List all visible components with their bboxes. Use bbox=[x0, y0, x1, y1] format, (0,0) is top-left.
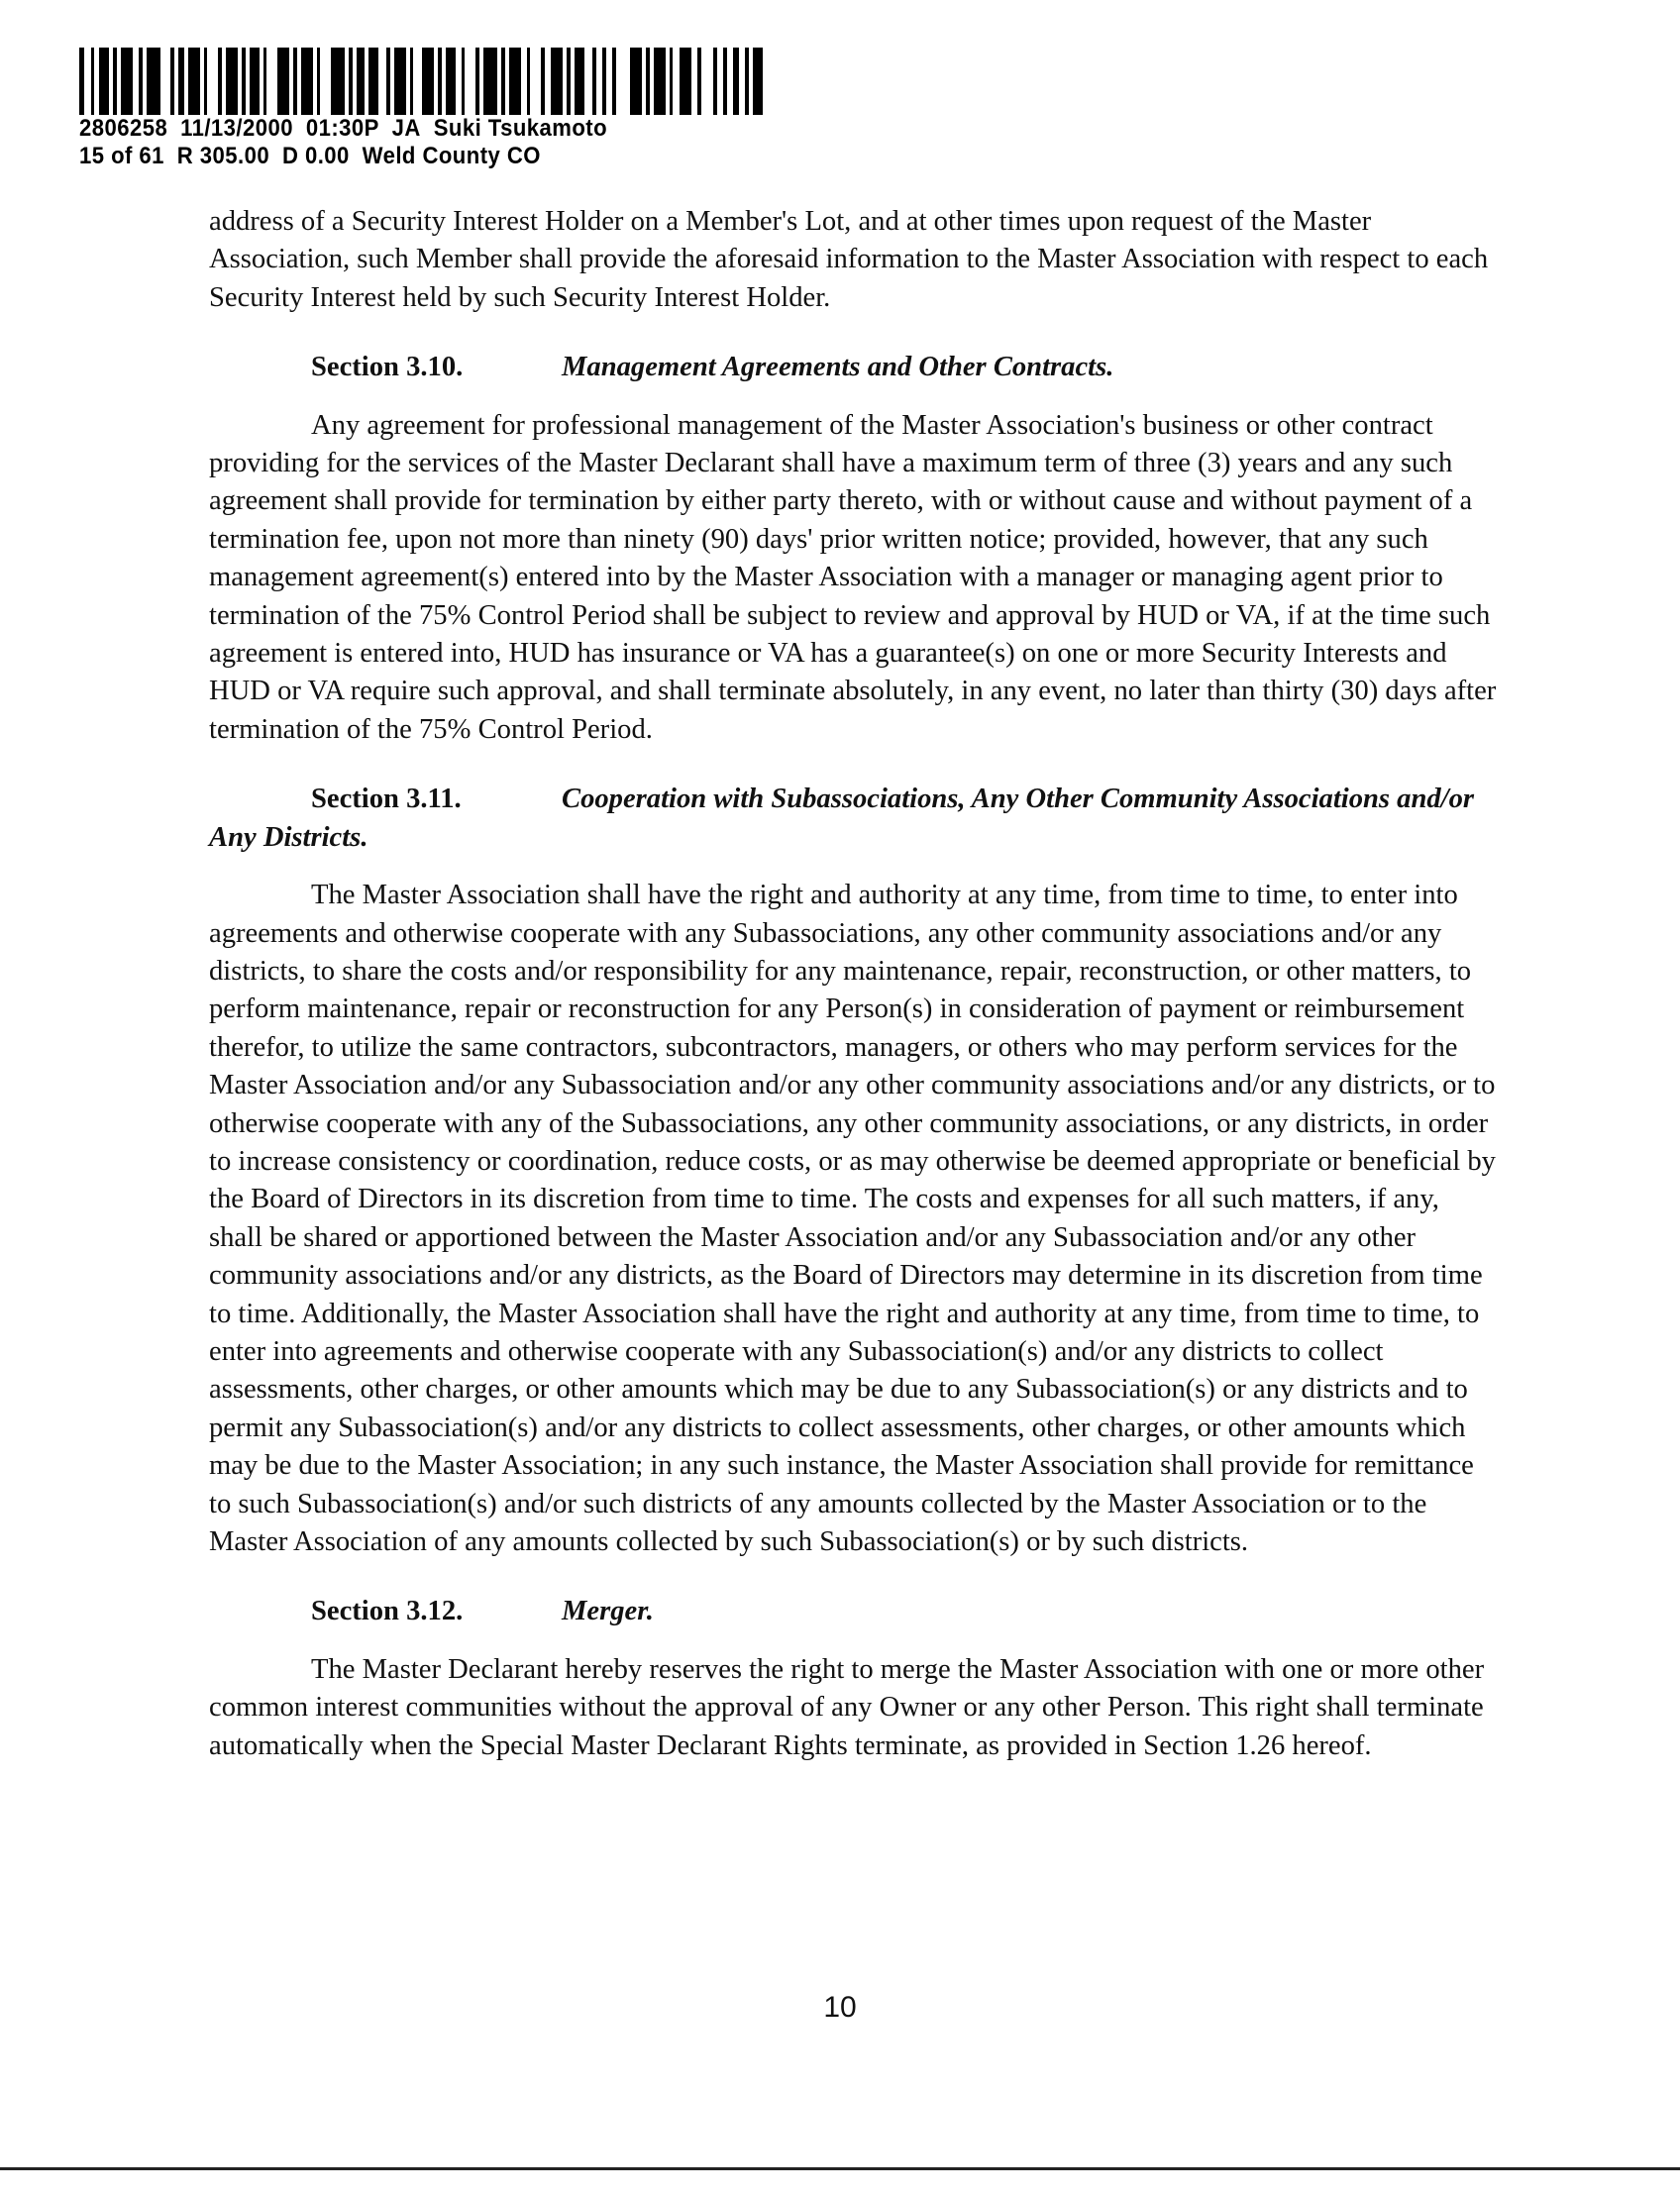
recorder-name: Suki Tsukamoto bbox=[433, 115, 608, 142]
barcode-image bbox=[79, 48, 763, 115]
d-fee: D 0.00 bbox=[281, 143, 350, 169]
section-3-11-heading bbox=[209, 781, 1497, 857]
recording-time: 01:30P bbox=[305, 115, 379, 142]
r-fee: R 305.00 bbox=[176, 143, 270, 169]
footer-rule bbox=[0, 2167, 1680, 2170]
stamp-line-1 bbox=[79, 115, 735, 143]
document-body bbox=[209, 203, 1497, 1765]
section-3-11-title: Cooperation with Subassociations, Any Other Community Associations and/or Any Districts. bbox=[209, 784, 1475, 853]
section-3-10-paragraph: Any agreement for professional management of the Master Association's business or other contract providing for the services of the Master Declarant shall have a maximum term of three (3) years and any such agreement shall provide for termination by either party thereto, with or without cause and without payment of a termination fee, upon not more than ninety (90) days' prior written notice; provided, however, that any such management agreement(s) entered into by the Master Association with a manager or managing agent prior to termination of the 75% Control Period shall be subject to review and approval by HUD or VA, if at the time such agreement is entered into, HUD has insurance or VA has a guarantee(s) on one or more Security Interests and HUD or VA require such approval, and shall terminate absolutely, in any event, no later than thirty (30) days after termination of the 75% Control Period. bbox=[209, 409, 1497, 745]
section-3-12-heading bbox=[209, 1593, 1497, 1630]
county: Weld County CO bbox=[362, 143, 541, 169]
section-3-12-title: Merger. bbox=[562, 1596, 654, 1627]
page-number: 10 bbox=[823, 1991, 857, 2024]
section-3-12-paragraph: The Master Declarant hereby reserves the right to merge the Master Association with one or more other common interest communities without the approval of any Owner or any other Person. This right shall terminate automatically when the Special Master Declarant Rights terminate, as provided in Section 1.26 hereof. bbox=[209, 1653, 1485, 1761]
recording-date: 11/13/2000 bbox=[180, 115, 293, 142]
recording-stamp bbox=[79, 48, 792, 186]
reception-number: 2806258 bbox=[79, 115, 168, 142]
section-3-11-paragraph: The Master Association shall have the right and authority at any time, from time to time, to enter into agreements and otherwise cooperate with any Subassociations, any other community associations and/or any districts, to share the costs and/or responsibility for any maintenance, repair, reconstruction, or other matters, to perform maintenance, repair or reconstruction for any Person(s) in consideration of payment or reimbursement therefor, to utilize the same contractors, subcontractors, managers, or others who may perform services for the Master Association and/or any Subassociation and/or any other community associations and/or any districts, or to otherwise cooperate with any of the Subassociations, any other community associations, or any districts, in order to increase consistency or coordination, reduce costs, or as may otherwise be deemed appropriate or beneficial by the Board of Directors in its discretion from time to time. The costs and expenses for all such matters, if any, shall be shared or apportioned between the Master Association and/or any Subassociation and/or any other community associations and/or any districts, as the Board of Directors may determine in its discretion from time to time. Additionally, the Master Association shall have the right and authority at any time, from time to time, to enter into agreements and otherwise cooperate with any Subassociation(s) and/or any districts to collect assessments, other charges, or other amounts which may be due to any Subassociation(s) or any districts and to permit any Subassociation(s) and/or any districts to collect assessments, other charges, or other amounts which may be due to the Master Association; in any such instance, the Master Association shall provide for remittance to such Subassociation(s) and/or such districts of any amounts collected by the Master Association or to the Master Association of any amounts collected by such Subassociation(s) or by such districts. bbox=[209, 880, 1496, 1557]
page-info: 15 of 61 bbox=[79, 143, 164, 169]
section-3-11-number: Section 3.11. bbox=[311, 784, 462, 815]
section-3-10-title: Management Agreements and Other Contracts. bbox=[562, 352, 1114, 383]
intro-paragraph: address of a Security Interest Holder on a Member's Lot, and at other times upon request of the Master Association, such Member shall provide the aforesaid information to the Master Association with respect to each Security Interest held by such Security Interest Holder. bbox=[209, 206, 1489, 313]
section-3-10-heading bbox=[209, 349, 1497, 386]
stamp-line-2 bbox=[79, 143, 735, 170]
section-3-10-number: Section 3.10. bbox=[311, 352, 464, 383]
recorder-initials: JA bbox=[391, 115, 421, 142]
section-3-12-number: Section 3.12. bbox=[311, 1596, 464, 1627]
